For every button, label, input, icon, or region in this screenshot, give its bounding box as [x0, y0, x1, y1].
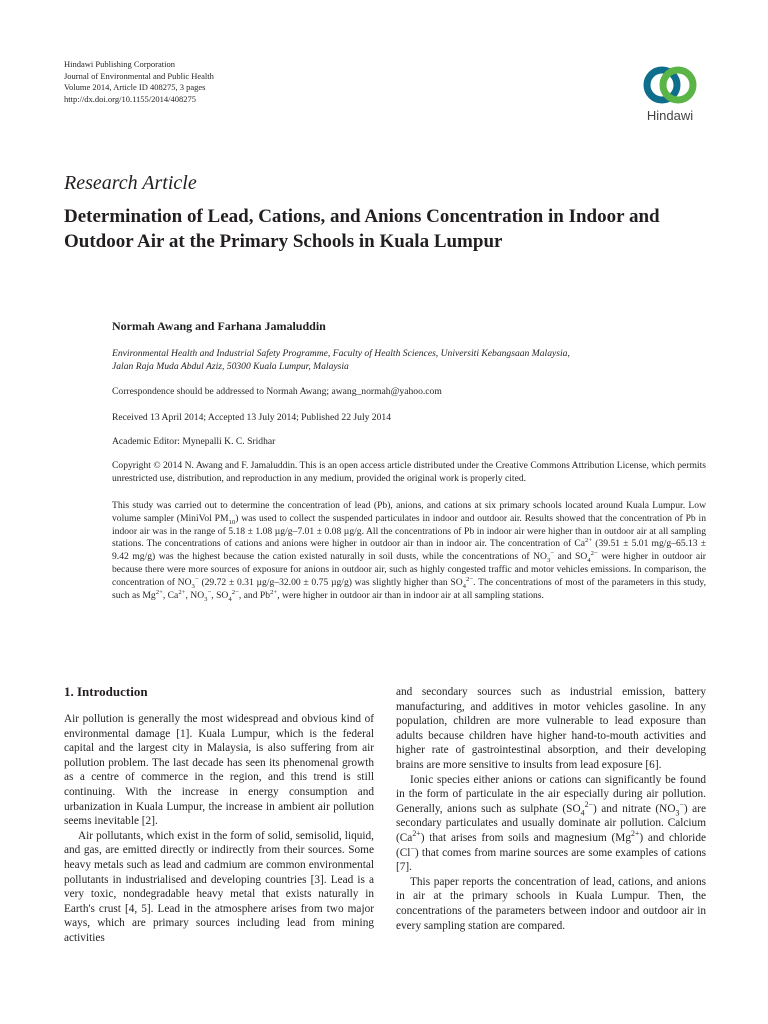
hindawi-logo	[634, 63, 706, 133]
intro-paragraph-4: Ionic species either anions or cations can significantly be found in the form of particulate in the air especially during air pollution. Generally, anions such as sulphate $(SO_4^{2-})$ and nitrate $(NO_3^-)$ are secondary particulates and usually dominate air pollution. Calcium $(Ca^{2+})$ that arises from soils and magnesium $(Mg^{2+})$ and chloride (Cl−) that comes from marine sources are some examples of cations [7].	[396, 773, 706, 874]
publication-dates: Received 13 April 2014; Accepted 13 July 2014; Published 22 July 2014	[112, 412, 391, 423]
correspondence: Correspondence should be addressed to Normah Awang; awang_normah@yahoo.com	[112, 386, 442, 397]
publisher: Hindawi Publishing Corporation	[64, 59, 175, 69]
copyright-notice: Copyright © 2014 N. Awang and F. Jamaluddin. This is an open access article distributed under the Creative Commons Attribution License, which permits unrestricted use, distribution, and reproduction in any medium, provided the original work is properly cited.	[112, 460, 706, 484]
logo-text: Hindawi	[646, 108, 694, 123]
article-type: Research Article	[64, 172, 197, 194]
academic-editor: Academic Editor: Mynepalli K. C. Sridhar	[112, 436, 276, 447]
intro-paragraph-1: Air pollution is generally the most widespread and obvious kind of environmental damage [1]. Kuala Lumpur, which is the federal capital and the largest city in Malaysia, is also suffering from air pollution problem. The last decade has seen its phenomenal growth as a centre of commerce in the region, and this trend is still continuing. With the increase in energy consumption and urbanization in Kuala Lumpur, the increase in ambient air pollution seems inevitable [2].	[64, 713, 374, 828]
abstract: This study was carried out to determine the concentration of lead (Pb), anions, and cations at six primary schools located around Kuala Lumpur. Low volume sampler (MiniVol $PM_{10}$) was used to collect the suspended particulates in indoor and outdoor air. Results showed that the concentration of Pb in indoor air was in the range of 5.18 ± 1.08 µg/g–7.01 ± 0.08 µg/g. All the concentrations of Pb in indoor air were higher than in outdoor air at all sampling stations. The concentrations of cations and anions were higher in outdoor air than in indoor air. The concentration of $Ca^{2+}$ (39.51 ± 5.01 mg/g–65.13 ± 9.42 mg/g) was the highest because the cation existed naturally in soil dusts, while the concentrations of $NO_3^-$ and $SO_4^{2-}$ were higher in outdoor air because there were more sources of exposure for anions in outdoor air, such as highly congested traffic and motor vehicles emissions. In comparison, the concentration of $NO_3^-$ (29.72 ± 0.31 µg/g–32.00 ± 0.75 µg/g) was slightly higher than $SO_4^{2-}$. The concentrations of most of the parameters in this study, such as $Mg^{2+}$, $Ca^{2+}$, $NO_3^-$, $SO_4^{2-}$, and $Pb^{2+}$, were higher in outdoor air than in indoor air at all sampling stations.	[112, 500, 706, 603]
intro-paragraph-3: and secondary sources such as industrial emission, battery manufacturing, and additives in motor vehicles gasoline. In any population, children are more vulnerable to lead exposure than adults because children have higher hand-to-mouth activities and higher rate of gastrointestinal absorption, and their developing brains are more sensitive to insults from lead exposure [6].	[396, 686, 706, 771]
journal-name: Journal of Environmental and Public Health	[64, 70, 214, 81]
affiliation-line-2: Jalan Raja Muda Abdul Aziz, 50300 Kuala Lumpur, Malaysia	[112, 360, 349, 372]
affiliation-line-1: Environmental Health and Industrial Safety Programme, Faculty of Health Sciences, Universiti Kebangsaan Malaysia,	[112, 348, 570, 359]
left-column	[64, 712, 374, 946]
intro-paragraph-2: Air pollutants, which exist in the form of solid, semisolid, liquid, and gas, are emitted directly or indirectly from their sources. Some heavy metals such as lead and cadmium are common environmental pollutants in industrialised and developing countries [3]. Lead is a very toxic, nondegradable heavy metal that exists naturally in Earth's crust [4, 5]. Lead in the atmosphere arises from two major ways, which are primary sources including lead from mining activities	[64, 829, 374, 944]
doi-link[interactable]: http://dx.doi.org/10.1155/2014/408275	[64, 93, 196, 104]
journal-header	[64, 59, 214, 105]
section-heading-introduction: 1. Introduction	[64, 684, 148, 699]
article-title: Determination of Lead, Cations, and Anions Concentration in Indoor and Outdoor Air at the Primary Schools in Kuala Lumpur	[64, 206, 660, 252]
volume-info: Volume 2014, Article ID 408275, 3 pages	[64, 82, 206, 92]
affiliation	[112, 348, 706, 374]
right-column	[396, 685, 706, 933]
hindawi-logo-icon	[640, 63, 700, 107]
authors: Normah Awang and Farhana Jamaluddin	[112, 319, 326, 333]
intro-paragraph-5: This paper reports the concentration of lead, cations, and anions in air at the primary schools in Kuala Lumpur. Then, the concentrations of the parameters between indoor and outdoor air in every sampling station are compared.	[396, 875, 706, 932]
